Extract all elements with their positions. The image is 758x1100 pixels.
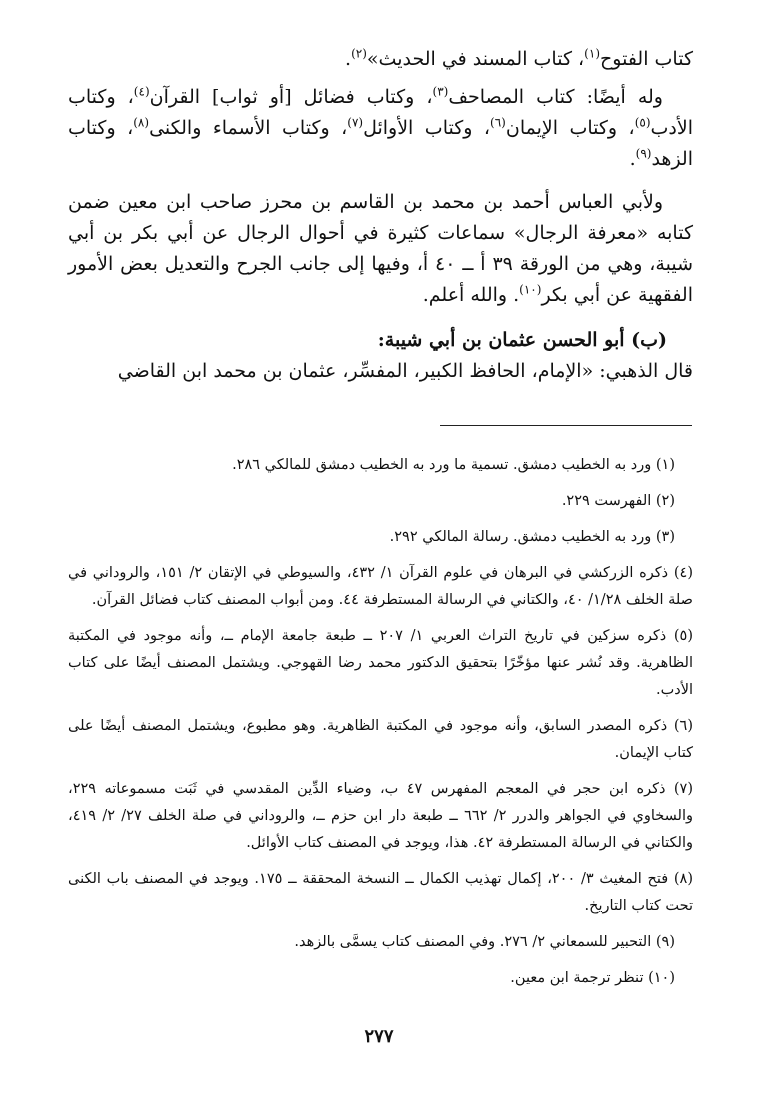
- footnote-5: (٥) ذكره سزكين في تاريخ التراث العربي ١/ ٢٠٧ ــ طبعة جامعة الإمام ــ، وأنه موجود في المكتبة الظاهرية. وقد نُشر عنها مؤخّرًا بتحقيق الدكتور محمد رضا القهوجي. ويشتمل المصنف أيضًا على كتاب الأدب.: [68, 628, 693, 698]
- footnote-ref: (٥): [634, 115, 651, 130]
- footnote-ref: (٦): [490, 115, 506, 130]
- footnote-2: (٢) الفهرست ٢٢٩.: [561, 493, 675, 509]
- text-run: ، وكتاب الأسماء والكنى: [149, 117, 348, 139]
- footnote-1: (١) ورد به الخطيب دمشق. تسمية ما ورد به الخطيب دمشق للمالكي ٢٨٦.: [232, 457, 675, 473]
- text-run: . والله أعلم.: [422, 284, 520, 306]
- main-text: [68, 44, 693, 387]
- footnote-ref: (١): [584, 46, 600, 61]
- text-run: ، وكتاب الأدب: [68, 86, 693, 139]
- footnote-ref: (١٠): [519, 282, 542, 297]
- footnote-ref: (٩): [635, 146, 652, 161]
- text-run: ، وكتاب الإيمان: [505, 117, 635, 139]
- text-run: ، وكتاب الزهد: [68, 117, 693, 170]
- text-run: ، وكتاب فضائل [أو ثواب] القرآن: [149, 86, 433, 108]
- footnotes: [68, 452, 693, 1001]
- abbas-paragraph: [68, 187, 693, 311]
- footnote-separator: [440, 425, 692, 426]
- footnote-6: (٦) ذكره المصدر السابق، وأنه موجود في المكتبة الظاهرية. وهو مطبوع، ويشتمل المصنف أيضًا على كتاب الإيمان.: [68, 718, 693, 761]
- footnote-9: (٩) التحبير للسمعاني ٢/ ٢٧٦. وفي المصنف كتاب يسمَّى بالزهد.: [294, 934, 675, 950]
- section-heading: (ب) أبو الحسن عثمان بن أبي شيبة:: [377, 329, 667, 351]
- footnote-ref: (٧): [347, 115, 364, 130]
- text-run: ، وكتاب الأوائل: [363, 117, 491, 139]
- works-paragraph: [68, 82, 693, 175]
- footnote-ref: (٤): [133, 84, 150, 99]
- text-run: وله أيضًا: كتاب المصاحف: [448, 86, 663, 108]
- body-last-line: قال الذهبي: «الإمام، الحافظ الكبير، المفسِّر، عثمان بن محمد ابن القاضي: [117, 360, 693, 382]
- text-run: .: [345, 48, 352, 70]
- footnote-10: (١٠) تنظر ترجمة ابن معين.: [510, 970, 675, 986]
- footnote-3: (٣) ورد به الخطيب دمشق. رسالة المالكي ٢٩٢.: [389, 529, 675, 545]
- text-run: .: [629, 148, 636, 170]
- footnote-ref: (٢): [351, 46, 367, 61]
- page-number: ٢٧٧: [364, 1026, 394, 1047]
- footnote-7: (٧) ذكره ابن حجر في المعجم المفهرس ٤٧ ب، وضياء الدِّين المقدسي في ثَبَت مسموعاته ٢٢٩، والسخاوي في الجواهر والدرر ٢/ ٦٦٢ ــ طبعة دار ابن حزم ــ، والروداني في صلة الخلف ٢٧/ ٢/ ٤١٩، والكتاني في الرسالة المستطرفة ٤٢. هذا، ويوجد في المصنف كتاب الأوائل.: [68, 781, 694, 851]
- footnote-ref: (٨): [133, 115, 150, 130]
- text-run: ، كتاب المسند في الحديث»: [366, 48, 585, 70]
- text-run: كتاب الفتوح: [600, 48, 693, 70]
- footnote-ref: (٣): [432, 84, 449, 99]
- text-run: ولأبي العباس أحمد بن محمد بن القاسم بن محرز صاحب ابن معين ضمن كتابه «معرفة الرجال» سماعات كثيرة في أحوال الرجال عن أبي بكر بن أبي شيبة، وهي من الورقة ٣٩ أ ــ ٤٠ أ، وفيها إلى جانب الجرح والتعديل بعض الأمور الفقهية عن أبي بكر: [68, 191, 693, 306]
- footnote-4: (٤) ذكره الزركشي في البرهان في علوم القرآن ١/ ٤٣٢، والسيوطي في الإتقان ٢/ ١٥١، والروداني في صلة الخلف ١/٢٨/ ٤٠، والكتاني في الرسالة المستطرفة ٤٤. ومن أبواب المصنف كتاب فضائل القرآن.: [68, 565, 694, 608]
- continuation-line: [68, 44, 693, 75]
- footnote-8: (٨) فتح المغيث ٣/ ٢٠٠، إكمال تهذيب الكمال ــ النسخة المحققة ــ ١٧٥. ويوجد في المصنف باب الكنى تحت كتاب التاريخ.: [68, 871, 693, 914]
